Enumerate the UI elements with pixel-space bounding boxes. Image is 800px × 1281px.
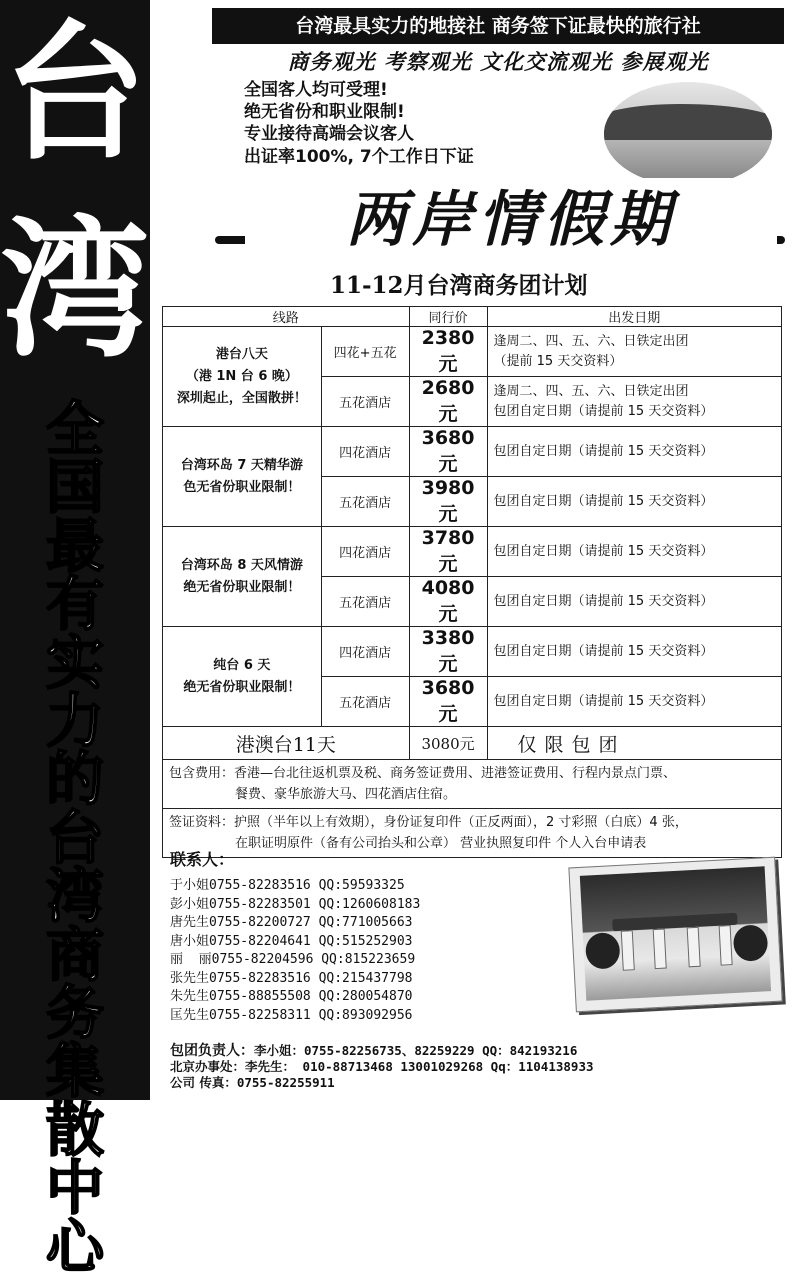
archway-pillar: [719, 925, 733, 966]
header-date: 出发日期: [487, 307, 781, 327]
price-cell: 3980元: [409, 477, 487, 527]
slogan-char: 有: [45, 570, 104, 639]
route-cell: [163, 427, 322, 527]
main-title: 两岸情假期: [245, 180, 777, 260]
route-note: 绝无省份职业限制！: [183, 579, 301, 595]
slogan-char: 务: [45, 979, 104, 1048]
slogan-char: 力: [45, 687, 104, 756]
price-cell: 4080元: [409, 577, 487, 627]
date-cell: 包团自定日期（请提前 15 天交资料）: [487, 627, 781, 677]
price-cell: 3380元: [409, 627, 487, 677]
date-line: （提前 15 天交资料）: [493, 353, 623, 369]
feature-line: 出证率100%, 7个工作日下证: [244, 147, 474, 167]
table-row: [163, 627, 782, 677]
sidebar-big-char-tai: 台: [3, 5, 147, 181]
slogan-char: 集: [45, 1037, 104, 1106]
feature-line: 绝无省份和职业限制!: [244, 102, 405, 122]
hk-note-cell: 仅限包团: [487, 727, 781, 760]
hotel-cell: 五花酒店: [321, 677, 409, 727]
route-note: 深圳起止，全国散拼！: [176, 390, 307, 406]
hotel-cell: 五花酒店: [321, 577, 409, 627]
header-route: 线路: [163, 307, 410, 327]
slogan-char: 的: [45, 745, 104, 814]
date-cell: 包团自定日期（请提前 15 天交资料）: [487, 427, 781, 477]
archway-pillar: [653, 929, 667, 970]
contact-row: 唐小姐0755-82204641 QQ:515252903: [170, 933, 413, 949]
documents-row: [163, 809, 782, 858]
hotel-cell: 五花酒店: [321, 377, 409, 427]
route-name: 港台八天: [215, 346, 268, 362]
tour-plan-table: [162, 306, 782, 858]
route-note: 绝无省份职业限制！: [183, 679, 301, 695]
hotel-cell: 四花酒店: [321, 527, 409, 577]
contact-row: 丽 丽0755-82204596 QQ:815223659: [170, 952, 416, 967]
table-row: [163, 527, 782, 577]
route-detail: （港 1N 台 6 晚）: [185, 368, 298, 384]
contact-row: 于小姐0755-82283516 QQ:59593325: [170, 878, 405, 893]
includes-row: [163, 760, 782, 809]
contacts-title: 联系人：: [170, 850, 235, 869]
route-note: 色无省份职业限制！: [183, 479, 301, 495]
table-row: [163, 427, 782, 477]
archway-shape: [612, 913, 739, 969]
slogan-char: 实: [45, 628, 104, 697]
price-cell: 3680元: [409, 677, 487, 727]
header-slogan-bar: 台湾最具实力的地接社 商务签下证最快的旅行社: [212, 8, 784, 44]
route-cell: [163, 527, 322, 627]
subtitle: 11-12月台湾商务团计划: [330, 272, 588, 299]
date-cell: 包团自定日期（请提前 15 天交资料）: [487, 477, 781, 527]
footer-label: 公司 传真：: [170, 1075, 237, 1090]
table-row: [163, 327, 782, 377]
date-line: 逢周二、四、五、六、日铁定出团: [493, 383, 689, 399]
price-cell: 3680元: [409, 427, 487, 477]
date-line: 包团自定日期（请提前 15 天交资料）: [493, 403, 714, 419]
archway-pillar: [687, 927, 701, 968]
contact-row: 唐先生0755-82200727 QQ:771005663: [170, 915, 413, 930]
documents-label: 签证资料：: [169, 815, 235, 830]
route-cell: [163, 327, 322, 427]
documents-text: 护照（半年以上有效期），身份证复印件（正反两面），2 寸彩照（白底）4 张，: [234, 815, 688, 830]
date-cell: 包团自定日期（请提前 15 天交资料）: [487, 527, 781, 577]
hk-route-cell: 港澳台11天: [163, 727, 410, 760]
route-name: 台湾环岛 8 天风情游: [180, 557, 303, 573]
includes-text: 香港—台北往返机票及税、商务签证费用、进港签证费用、行程内景点门票、: [234, 766, 677, 781]
slogan-char: 中: [45, 1154, 104, 1223]
date-cell: [487, 327, 781, 377]
date-cell: [487, 377, 781, 427]
includes-cell: [163, 760, 782, 809]
date-cell: 包团自定日期（请提前 15 天交资料）: [487, 577, 781, 627]
footer-label: 包团负责人：: [170, 1043, 254, 1059]
documents-cell: [163, 809, 782, 858]
slogan-char: 台: [45, 803, 104, 872]
table-header-row: [163, 307, 782, 327]
documents-text: 在职证明原件（备有公司抬头和公章） 营业执照复印件 个人入台申请表: [235, 836, 647, 851]
slogan-char: 最: [45, 511, 104, 580]
price-cell: 2680元: [409, 377, 487, 427]
route-cell: [163, 627, 322, 727]
includes-text: 餐费、豪华旅游大马、四花酒店住宿。: [235, 787, 457, 802]
price-cell: 3780元: [409, 527, 487, 577]
contact-row: 张先生0755-82283516 QQ:215437798: [170, 970, 413, 986]
slogan-char: 国: [45, 453, 104, 522]
hotel-cell: 四花+五花: [321, 327, 409, 377]
feature-line: 专业接待高端会议客人: [244, 124, 414, 144]
footer-text: 李先生： 010-88713468 13001029268 Qq：1104138933: [245, 1059, 594, 1074]
mountain-shape: [604, 104, 772, 144]
date-cell: 包团自定日期（请提前 15 天交资料）: [487, 677, 781, 727]
feature-line: 全国客人均可受理!: [244, 80, 388, 100]
contact-row: 匡先生0755-82258311 QQ:893092956: [170, 1007, 413, 1023]
hk-price-cell: 3080元: [409, 727, 487, 760]
slogan-char: 湾: [45, 862, 104, 931]
slogan-char: 商: [45, 920, 104, 989]
archway-pillar: [621, 930, 635, 971]
header-price: 同行价: [409, 307, 487, 327]
route-name: 台湾环岛 7 天精华游: [180, 457, 303, 473]
route-name: 纯台 6 天: [213, 657, 271, 673]
contacts-list: [170, 877, 420, 1025]
hotel-cell: 四花酒店: [321, 627, 409, 677]
photo-image: [580, 866, 771, 1001]
memorial-hall-photo: [568, 857, 782, 1013]
includes-label: 包含费用：: [169, 766, 235, 781]
footer-text: 0755-82255911: [236, 1075, 335, 1090]
footer-contacts: [170, 1043, 594, 1091]
table-row-hk: [163, 727, 782, 760]
hotel-cell: 四花酒店: [321, 427, 409, 477]
left-sidebar-banner: [0, 0, 151, 1281]
price-cell: 2380元: [409, 327, 487, 377]
footer-label: 北京办事处：: [170, 1059, 246, 1074]
slogan-char: 心: [45, 1212, 104, 1281]
lake-photo: [604, 82, 772, 186]
tour-types-line: 商务观光 考察观光 文化交流观光 参展观光: [287, 50, 709, 74]
hotel-cell: 五花酒店: [321, 477, 409, 527]
contact-row: 彭小姐0755-82283501 QQ:1260608183: [170, 896, 421, 912]
slogan-char: 散: [45, 1095, 104, 1164]
footer-text: 李小姐：0755-82256735、82259229 QQ：842193216: [254, 1043, 578, 1058]
sidebar-big-char-wan: 湾: [0, 202, 151, 378]
date-line: 逢周二、四、五、六、日铁定出团: [493, 333, 689, 349]
contact-row: 朱先生0755-88855508 QQ:280054870: [170, 989, 413, 1004]
sidebar-vertical-slogan: [0, 395, 150, 1281]
slogan-char: 全: [45, 395, 104, 463]
